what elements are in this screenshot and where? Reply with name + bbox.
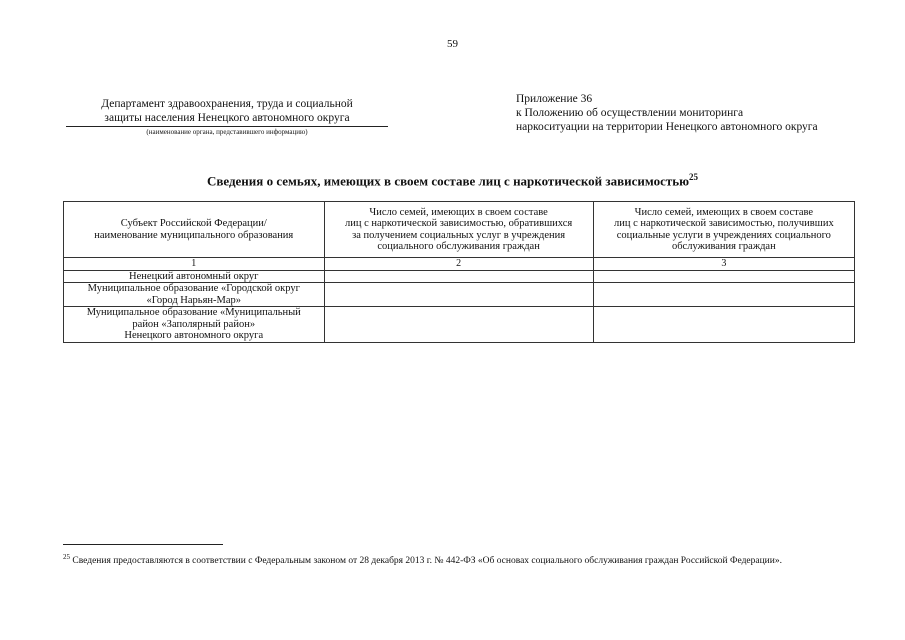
- organization-underline: [66, 126, 388, 127]
- document-title-text: Сведения о семьях, имеющих в своем составе лиц с наркотической зависимостью: [206, 173, 690, 189]
- appendix-line-1: Приложение 36: [516, 93, 593, 105]
- row-applied-value: [324, 307, 593, 343]
- row-received-value: [593, 307, 854, 343]
- column-number-row: [64, 258, 855, 271]
- header-subject: Субъект Российской Федерации/ наименование муниципального образования: [64, 202, 325, 258]
- table-row: [64, 270, 855, 283]
- organization-caption: (наименование органа, представившего информацию): [146, 128, 308, 136]
- footnote-text: Сведения предоставляются в соответствии с Федеральным законом от 28 декабря 2013 г. № 442-ФЗ «Об основах социального обслуживания граждан Российской Федерации».: [70, 556, 782, 567]
- row-applied-value: [324, 270, 593, 283]
- table-row: [64, 283, 855, 307]
- row-subject: Ненецкий автономный округ: [64, 270, 325, 283]
- row-subject: Муниципальное образование «Муниципальный район «Заполярный район» Ненецкого автономного округа: [64, 307, 325, 343]
- footnote-separator: [63, 544, 223, 545]
- footnote: [63, 551, 853, 567]
- report-table: [63, 201, 855, 343]
- footnote-ref: 25: [63, 553, 70, 561]
- organization-name-line-2: защиты населения Ненецкого автономного округа: [104, 112, 350, 124]
- appendix-block: [516, 92, 818, 134]
- row-subject: Муниципальное образование «Городской округ «Город Нарьян-Мар»: [64, 283, 325, 307]
- title-footnote-ref: 25: [689, 172, 699, 182]
- header-received-families: Число семей, имеющих в своем составе лиц с наркотической зависимостью, получивших социальные услуги в учреждениях социального обслуживания граждан: [593, 202, 854, 258]
- appendix-line-2: к Положению об осуществлении мониторинга: [516, 107, 744, 119]
- table-header-row: [64, 202, 855, 258]
- document-title: [0, 172, 905, 189]
- table-row: [64, 307, 855, 343]
- column-number-3: 3: [593, 258, 854, 271]
- organization-name-line-1: Департамент здравоохранения, труда и социальной: [101, 98, 353, 110]
- organization-block: [66, 97, 388, 137]
- page-number: 59: [447, 38, 458, 50]
- row-received-value: [593, 283, 854, 307]
- row-received-value: [593, 270, 854, 283]
- header-applied-families: Число семей, имеющих в своем составе лиц с наркотической зависимостью, обратившихся за получением социальных услуг в учреждения социального обслуживания граждан: [324, 202, 593, 258]
- appendix-line-3: наркоситуации на территории Ненецкого автономного округа: [516, 121, 818, 133]
- row-applied-value: [324, 283, 593, 307]
- column-number-2: 2: [324, 258, 593, 271]
- column-number-1: 1: [64, 258, 325, 271]
